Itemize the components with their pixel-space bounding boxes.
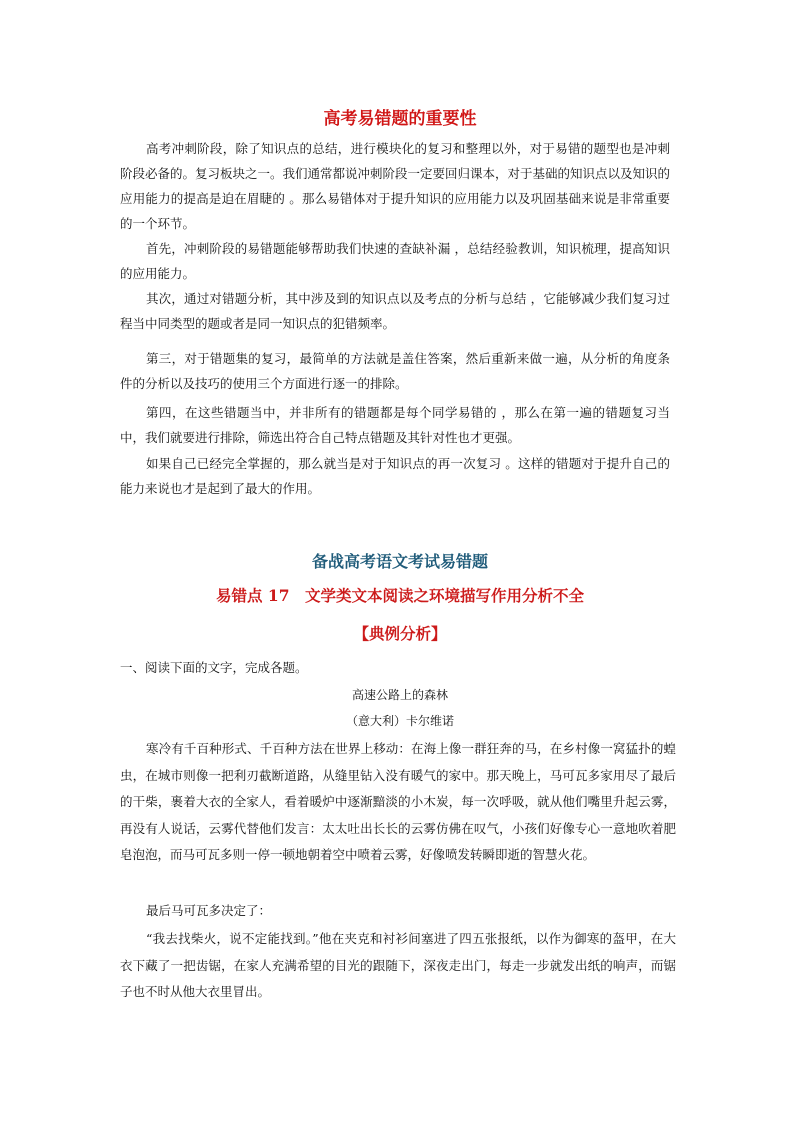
paragraph-conclusion: 如果自己已经完全掌握的，那么就当是对于知识点的再一次复习 。这样的错题对于提升自己的能力来说也才是起到了最大的作用。 (120, 456, 670, 496)
paragraph-second: 其次，通过对错题分析，其中涉及到的知识点以及考点的分析与总结 ，它能够减少我们复习过程当中同类型的题或者是同一知识点的犯错频率。 (120, 291, 670, 331)
paragraph-third: 第三，对于错题集的复习，最简单的方法就是盖住答案，然后重新来做一遍，从分析的角度条件的分析以及技巧的使用三个方面进行逐一的排除。 (120, 351, 670, 391)
story-paragraph-1: 寒冷有千百种形式、千百种方法在世界上移动：在海上像一群狂奔的马，在乡村像一窝猛扑的蝗虫，在城市则像一把利刃截断道路，从缝里钻入没有暖气的家中。那天晚上，马可瓦多家用尽了最后的干柴，裹着大衣的全家人，看着暖炉中逐渐黯淡的小木炭，每一次呼吸，就从他们嘴里升起云雾，再没有人说话，云雾代替他们发言：太太吐出长长的云雾仿佛在叹气，小孩们好像专心一意地吹着肥皂泡泡，而马可瓦多则一停一顿地朝着空中喷着云雾，好像喷发转瞬即逝的智慧火花。 (120, 741, 676, 862)
story-author: （意大利）卡尔维诺 (345, 714, 454, 728)
paragraph-intro: 高考冲刺阶段，除了知识点的总结，进行模块化的复习和整理以外，对于易错的题型也是冲刺阶段必备的。复习板块之一。我们通常都说冲刺阶段一定要回归课本，对于基础的知识点以及知识的应用能力的提高是迫在眉睫的 。那么易错体对于提升知识的应用能力以及巩固基础来说是非常重要的一个环节。 (120, 141, 671, 231)
story-paragraph-2: 最后马可瓦多决定了： (146, 903, 272, 918)
error-point-title: 易错点 17 文学类文本阅读之环境描写作用分析不全 (216, 586, 584, 605)
story-title: 高速公路上的森林 (351, 688, 448, 702)
section2-title: 备战高考语文考试易错题 (311, 552, 488, 571)
paragraph-first: 首先，冲刺阶段的易错题能够帮助我们快速的查缺补漏 ，总结经验教训，知识梳理，提高知识的应用能力。 (120, 241, 670, 281)
paragraph-fourth: 第四，在这些错题当中，并非所有的错题都是每个同学易错的 ，那么在第一遍的错题复习当中，我们就要进行排除，筛选出符合自己特点错题及其针对性也才更强。 (120, 405, 670, 445)
example-analysis-heading: 【典例分析】 (353, 624, 447, 643)
story-paragraph-3: “我去找柴火，说不定能找到。”他在夹克和衬衫间塞进了四五张报纸，以作为御寒的盔甲，在大衣下藏了一把齿锯，在家人充满希望的目光的跟随下，深夜走出门，每走一步就发出纸的响声，而锯子也不时从他大衣里冒出。 (120, 931, 676, 999)
section1-title: 高考易错题的重要性 (323, 109, 477, 129)
reading-instruction: 一、阅读下面的文字，完成各题。 (120, 660, 308, 675)
